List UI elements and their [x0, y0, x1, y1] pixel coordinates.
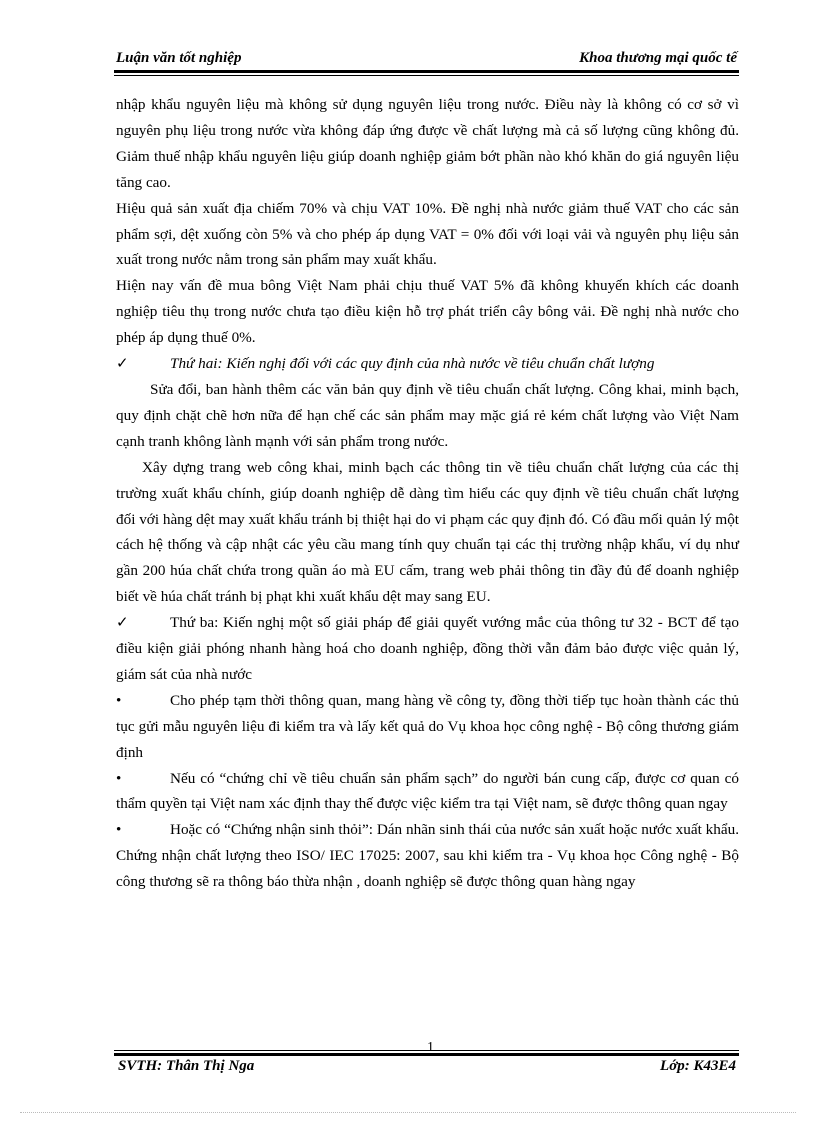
paragraph-website: Xây dựng trang web công khai, minh bạch các thông tin về tiêu chuẩn chất lượng của các thị trường xuất khẩu chính, giúp doanh nghiệp dễ dàng tìm hiểu các quy định về tiêu chuẩn chất lượng đối với hàng dệt may xuất khẩu tránh bị thiệt hại do vi phạm các quy định đó. Có đầu mối quản lý một cách hệ thống và cập nhật các yêu cầu mang tính quy chuẩn tại các thị trường nhập khẩu, ví dụ như gần 200 húa chất chứa trong quần áo mà EU cấm, trang web phải thông tin đầy đủ để doanh nghiệp biết về húa chất tránh bị phạt khi xuất khẩu dệt may sang EU. [116, 458, 740, 606]
footer-student-label: SVTH: Thân Thị Nga [118, 1058, 255, 1074]
document-body [116, 92, 739, 895]
page-header [114, 46, 739, 68]
bullet-icon: • [116, 691, 122, 709]
header-faculty-label: Khoa thương mại quốc tế [579, 50, 737, 66]
header-thesis-label: Luận văn tốt nghiệp [116, 50, 242, 66]
paragraph-quality-regulations: Sửa đổi, ban hành thêm các văn bản quy định về tiêu chuẩn chất lượng. Công khai, minh bạch, quy định chặt chẽ hơn nữa để hạn chế các sản phẩm may mặc giá rẻ kém chất lượng vào Việt Nam cạnh tranh không lành mạnh với sản phẩm trong nước. [116, 380, 739, 450]
bullet-icon: • [116, 769, 122, 787]
heading-second-text: Thứ hai: Kiến nghị đối với các quy định của nhà nước về tiêu chuẩn chất lượng [170, 355, 655, 373]
header-rule-thick [114, 70, 739, 73]
paragraph-import-materials: nhập khẩu nguyên liệu mà không sử dụng nguyên liệu trong nước. Điều này là không có cơ sở vì nguyên phụ liệu trong nước vừa không đáp ứng được về chất lượng mà cả số lượng cũng không đủ. Giảm thuế nhập khẩu nguyên liệu giúp doanh nghiệp giảm bớt phần nào khó khăn do giá nguyên liệu tăng cao. [116, 96, 739, 191]
heading-third-text: Thứ ba: Kiến nghị một số giải pháp để giải quyết vướng mắc của thông tư 32 - BCT để tạo điều kiện giải phóng nhanh hàng hoá cho doanh nghiệp, đồng thời vẫn đảm bảo được việc quản lý, giám sát của nhà nước [116, 614, 739, 683]
bullet-item-clean-product-certificate [116, 766, 739, 818]
footer-class-label: Lớp: K43E4 [660, 1058, 736, 1074]
footer-rule-thin [114, 1050, 739, 1051]
bullet-text: Cho phép tạm thời thông quan, mang hàng về công ty, đồng thời tiếp tục hoàn thành các thủ tục gửi mẫu nguyên liệu đi kiểm tra và lấy kết quả do Vụ khoa học công nghệ - Bộ công thương giám định [116, 691, 739, 761]
page-footer [114, 1054, 739, 1078]
header-rule-thin [114, 75, 739, 76]
checkmark-icon: ✓ [116, 355, 129, 373]
bullet-item-temporary-clearance [116, 688, 739, 766]
paragraph-cotton-vat: Hiện nay vấn đề mua bông Việt Nam phải chịu thuế VAT 5% đã không khuyến khích các doanh nghiệp tiêu thụ trong nước chưa tạo điều kiện hỗ trợ phát triển cây bông vải. Đề nghị nhà nước cho phép áp dụng thuế 0%. [116, 277, 739, 347]
bullet-text: Nếu có “chứng chỉ về tiêu chuẩn sản phẩm sạch” do người bán cung cấp, được cơ quan có thẩm quyền tại Việt nam xác định thay thế được việc kiểm tra tại Việt nam, sẽ được thông quan ngay [116, 769, 739, 813]
heading-second-recommendation [116, 351, 739, 377]
heading-third-recommendation [116, 610, 739, 688]
checkmark-icon: ✓ [116, 614, 129, 632]
paragraph-vat-yarn: Hiệu quả sản xuất địa chiếm 70% và chịu VAT 10%. Đề nghị nhà nước giảm thuế VAT cho các sản phẩm sợi, dệt xuống còn 5% và cho phép áp dụng VAT = 0% đối với loại vải và nguyên phụ liệu sản xuất trong nước nằm trong sản phẩm may xuất khẩu. [116, 199, 739, 269]
bullet-item-eco-certificate [116, 817, 739, 895]
bullet-text: Hoặc có “Chứng nhận sinh thỏi”: Dán nhãn sinh thái của nước sản xuất hoặc nước xuất khẩu. Chứng nhận chất lượng theo ISO/ IEC 17025: 2007, sau khi kiểm tra - Vụ khoa học Công nghệ - Bộ công thương sẽ ra thông báo thừa nhận , doanh nghiệp sẽ được thông quan hàng ngay [116, 821, 739, 891]
page-number: 1 [427, 1040, 434, 1055]
bullet-icon: • [116, 821, 122, 839]
page-edge-divider [20, 1112, 796, 1113]
